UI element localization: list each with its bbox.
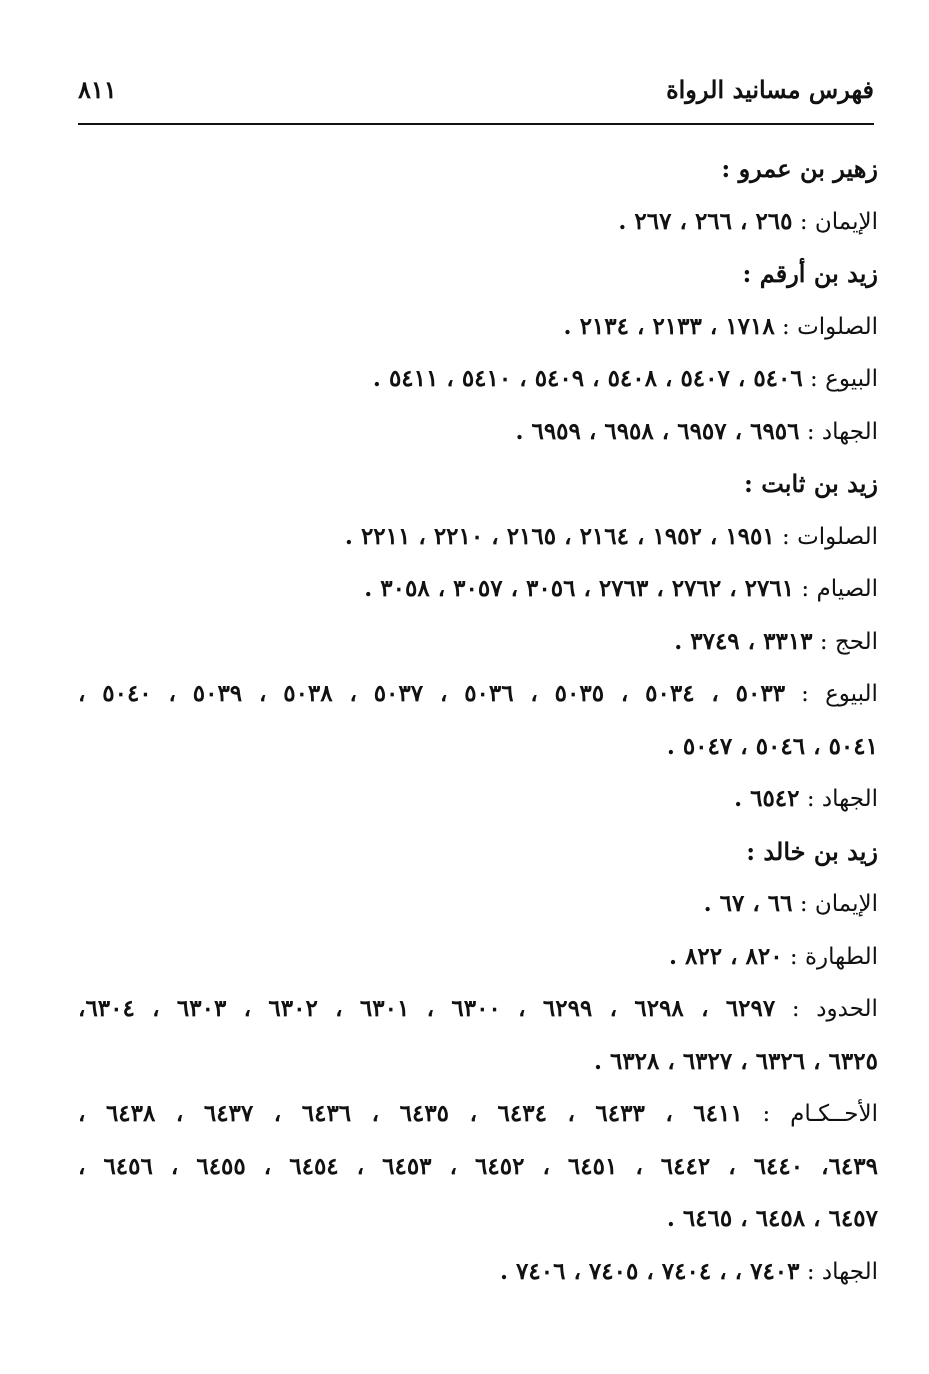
index-entry — [78, 1093, 878, 1146]
hadith-numbers: ٢٦٥ ، ٢٦٦ ، ٢٦٧ . — [618, 207, 793, 235]
index-entry-continuation — [78, 1146, 878, 1199]
entry-separator: : — [799, 418, 822, 445]
entry-separator: : — [774, 523, 798, 550]
index-entry-continuation — [78, 726, 878, 779]
chapter-label: الإيمان — [814, 208, 878, 235]
index-entry — [78, 358, 878, 411]
index-entry — [78, 201, 878, 254]
page-header — [78, 74, 874, 114]
header-rule — [78, 123, 874, 125]
hadith-numbers: ٥٠٣٣ ، ٥٠٣٤ ، ٥٠٣٥ ، ٥٠٣٦ ، ٥٠٣٧ ، ٥٠٣٨ ، ٥٠٣٩ ، ٥٠٤٠ ، — [78, 680, 786, 707]
index-entry-continuation — [78, 1041, 878, 1094]
narrator-heading: زيد بن ثابت : — [744, 469, 878, 498]
entry-separator: : — [799, 1258, 822, 1285]
index-entry — [78, 778, 878, 831]
index-entry — [78, 306, 878, 359]
entry-separator: : — [792, 208, 815, 235]
narrator-heading: زهير بن عمرو : — [721, 154, 878, 183]
index-entry — [78, 883, 878, 936]
hadith-numbers: ٦٥٤٢ . — [734, 785, 800, 812]
index-entry — [78, 516, 878, 569]
entry-separator: : — [792, 891, 815, 917]
chapter-label: البيوع — [825, 366, 878, 392]
index-entry — [78, 411, 878, 464]
entry-separator: : — [775, 996, 817, 1022]
entry-separator: : — [794, 576, 817, 602]
hadith-numbers: ٣٣١٣ ، ٣٧٤٩ . — [674, 627, 813, 655]
chapter-label: الجهاد — [821, 786, 878, 812]
index-entry — [78, 1251, 878, 1304]
chapter-label: الأحــكـام — [790, 1101, 878, 1127]
hadith-numbers: ٨٢٠ ، ٨٢٢ . — [668, 942, 783, 970]
chapter-label: الجهاد — [821, 1258, 878, 1285]
hadith-numbers: ١٩٥١ ، ١٩٥٢ ، ٢١٦٤ ، ٢١٦٥ ، ٢٢١٠ ، ٢٢١١ . — [344, 522, 775, 550]
index-entry — [78, 936, 878, 989]
hadith-numbers: ٦٤٥٧ ، ٦٤٥٨ ، ٦٤٦٥ . — [666, 1205, 878, 1232]
hadith-numbers: ٦٩٥٦ ، ٦٩٥٧ ، ٦٩٥٨ ، ٦٩٥٩ . — [515, 417, 800, 445]
entry-separator: : — [782, 943, 805, 970]
entry-separator: : — [742, 1101, 791, 1127]
hadith-numbers: ٥٠٤١ ، ٥٠٤٦ ، ٥٠٤٧ . — [666, 732, 878, 760]
index-entry-continuation — [78, 1198, 878, 1251]
chapter-label: الإيمان — [814, 891, 878, 917]
entry-separator: : — [802, 366, 826, 392]
hadith-numbers: ٥٤٠٦ ، ٥٤٠٧ ، ٥٤٠٨ ، ٥٤٠٩ ، ٥٤١٠ ، ٥٤١١ . — [372, 365, 803, 392]
index-entry — [78, 621, 878, 674]
hadith-numbers: ٢٧٦١ ، ٢٧٦٢ ، ٢٧٦٣ ، ٣٠٥٦ ، ٣٠٥٧ ، ٣٠٥٨ . — [364, 575, 795, 602]
hadith-numbers: ٦٣٢٥ ، ٦٣٢٦ ، ٦٣٢٧ ، ٦٣٢٨ . — [593, 1047, 878, 1075]
chapter-label: الحج — [834, 628, 878, 655]
page-number: ٨١١ — [78, 75, 117, 104]
hadith-numbers: ٦٤٣٩، ٦٤٤٠ ، ٦٤٤٢ ، ٦٤٥١ ، ٦٤٥٢ ، ٦٤٥٣ ، ٦٤٥٤ ، ٦٤٥٥ ، ٦٤٥٦ ، — [78, 1152, 878, 1180]
index-content — [78, 148, 878, 1303]
chapter-label: الصلوات — [797, 313, 878, 340]
chapter-label: الصلوات — [797, 523, 878, 550]
narrator-heading: زيد بن أرقم : — [742, 259, 878, 288]
chapter-label: البيوع — [825, 681, 878, 707]
index-entry — [78, 988, 878, 1041]
chapter-label: الحدود — [816, 996, 878, 1022]
chapter-label: الطهارة — [804, 943, 878, 970]
entry-separator: : — [812, 628, 835, 655]
running-title: فهرس مسانيد الرواة — [666, 75, 874, 104]
hadith-numbers: ٦٦ ، ٦٧ . — [703, 890, 793, 917]
entry-separator: : — [785, 681, 826, 707]
chapter-label: الصيام — [816, 576, 878, 602]
hadith-numbers: ٦٢٩٧ ، ٦٢٩٨ ، ٦٢٩٩ ، ٦٣٠٠ ، ٦٣٠١ ، ٦٣٠٢ ، ٦٣٠٣ ، ٦٣٠٤، — [78, 995, 776, 1022]
entry-separator: : — [799, 786, 822, 812]
hadith-numbers: ٦٤١١ ، ٦٤٣٣ ، ٦٤٣٤ ، ٦٤٣٥ ، ٦٤٣٦ ، ٦٤٣٧ ، ٦٤٣٨ ، — [78, 1100, 743, 1127]
chapter-label: الجهاد — [821, 418, 878, 445]
hadith-numbers: ١٧١٨ ، ٢١٣٣ ، ٢١٣٤ . — [563, 312, 775, 340]
index-entry — [78, 568, 878, 621]
index-entry — [78, 673, 878, 726]
hadith-numbers: ٧٤٠٣ ، ، ٧٤٠٤ ، ٧٤٠٥ ، ٧٤٠٦ . — [500, 1257, 800, 1285]
narrator-heading: زيد بن خالد : — [746, 836, 878, 866]
entry-separator: : — [774, 313, 798, 340]
